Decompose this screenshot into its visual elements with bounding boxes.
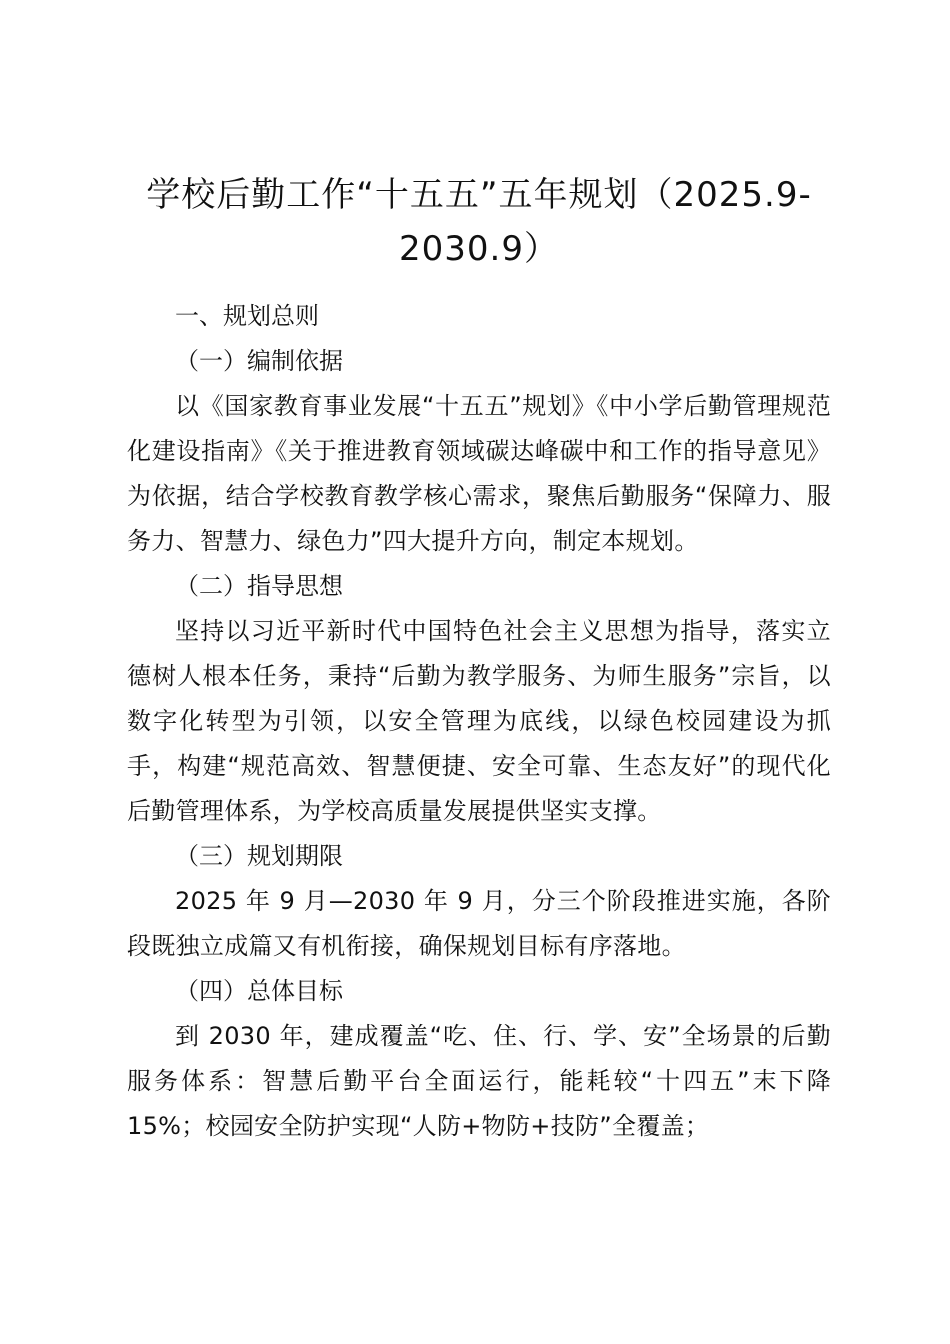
section-heading-general-principles: 一、规划总则 xyxy=(175,302,319,330)
document-title: 学校后勤工作“十五五”五年规划（2025.9-2030.9） xyxy=(146,175,812,269)
subsection-heading-guiding-ideology: （二）指导思想 xyxy=(175,572,343,600)
subsection-heading-basis: （一）编制依据 xyxy=(175,347,343,375)
paragraph-guiding-ideology: 坚持以习近平新时代中国特色社会主义思想为指导，落实立德树人根本任务，秉持“后勤为教学服务、为师生服务”宗旨，以数字化转型为引领，以安全管理为底线，以绿色校园建设为抓手，构建“规范高效、智慧便捷、安全可靠、生态友好”的现代化后勤管理体系，为学校高质量发展提供坚实支撑。 xyxy=(127,617,831,825)
subsection-heading-overall-goals: （四）总体目标 xyxy=(175,977,343,1005)
paragraph-overall-goals: 到 2030 年，建成覆盖“吃、住、行、学、安”全场景的后勤服务体系：智慧后勤平台全面运行，能耗较“十四五”末下降 15%；校园安全防护实现“人防+物防+技防”全覆盖； xyxy=(127,1022,831,1140)
paragraph-planning-period: 2025 年 9 月—2030 年 9 月，分三个阶段推进实施，各阶段既独立成篇又有机衔接，确保规划目标有序落地。 xyxy=(127,887,831,960)
subsection-heading-planning-period: （三）规划期限 xyxy=(175,842,343,870)
document-body xyxy=(127,168,831,1149)
paragraph-basis: 以《国家教育事业发展“十五五”规划》《中小学后勤管理规范化建设指南》《关于推进教育领域碳达峰碳中和工作的指导意见》为依据，结合学校教育教学核心需求，聚焦后勤服务“保障力、服务力、智慧力、绿色力”四大提升方向，制定本规划。 xyxy=(127,392,831,555)
